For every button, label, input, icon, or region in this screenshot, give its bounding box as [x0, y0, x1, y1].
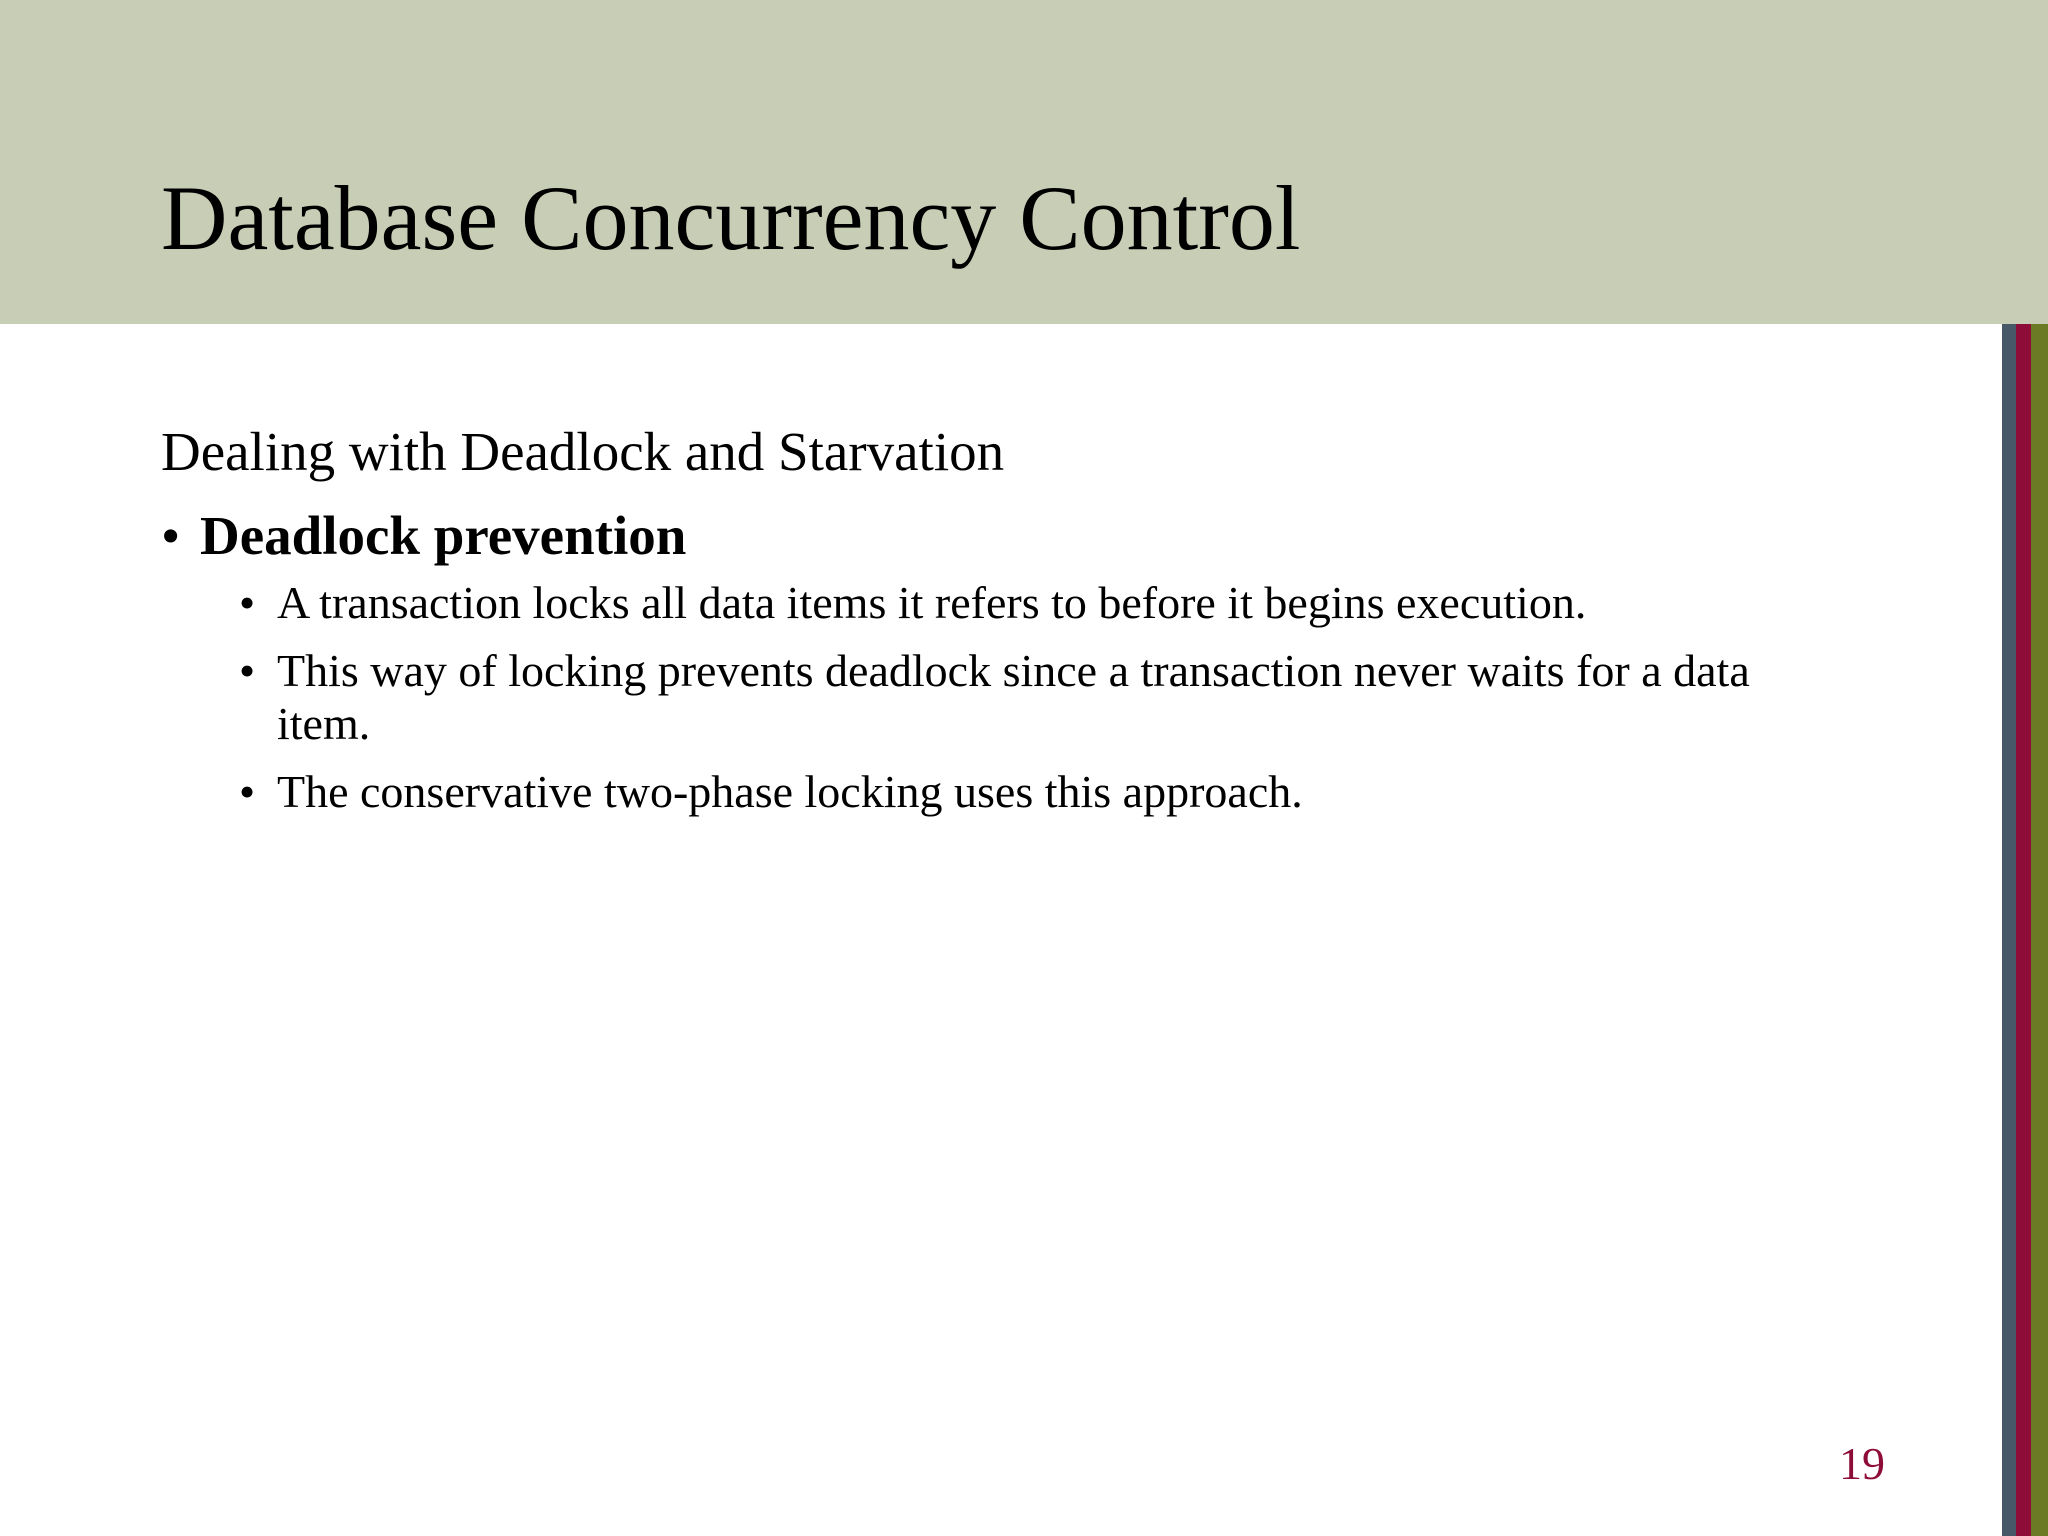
bullet-glyph: • [239, 577, 256, 628]
accent-stripe-olive [2031, 324, 2048, 1536]
bullet-glyph: • [239, 766, 256, 817]
sub-bullet-list [161, 576, 1841, 818]
bullet-heading: Deadlock prevention [200, 505, 687, 566]
bullet-deadlock-prevention [161, 504, 1841, 568]
sub-bullet-text: The conservative two-phase locking uses this approach. [277, 766, 1303, 817]
bullet-glyph: • [239, 645, 256, 696]
sub-bullet-item [161, 644, 1841, 750]
accent-stripe-slate [2002, 324, 2016, 1536]
slide-title: Database Concurrency Control [161, 167, 1301, 269]
page-number: 19 [1839, 1438, 1885, 1489]
accent-stripe-crimson [2016, 324, 2031, 1536]
sub-bullet-text: A transaction locks all data items it refers to before it begins execution. [277, 577, 1587, 628]
sub-bullet-item [161, 765, 1841, 818]
sub-bullet-item [161, 576, 1841, 629]
slide-subtitle: Dealing with Deadlock and Starvation [161, 421, 1005, 482]
bullet-glyph: • [161, 505, 181, 566]
slide-body [161, 420, 1841, 833]
title-band [0, 0, 2048, 324]
sub-bullet-text: This way of locking prevents deadlock since a transaction never waits for a data item. [277, 645, 1750, 749]
